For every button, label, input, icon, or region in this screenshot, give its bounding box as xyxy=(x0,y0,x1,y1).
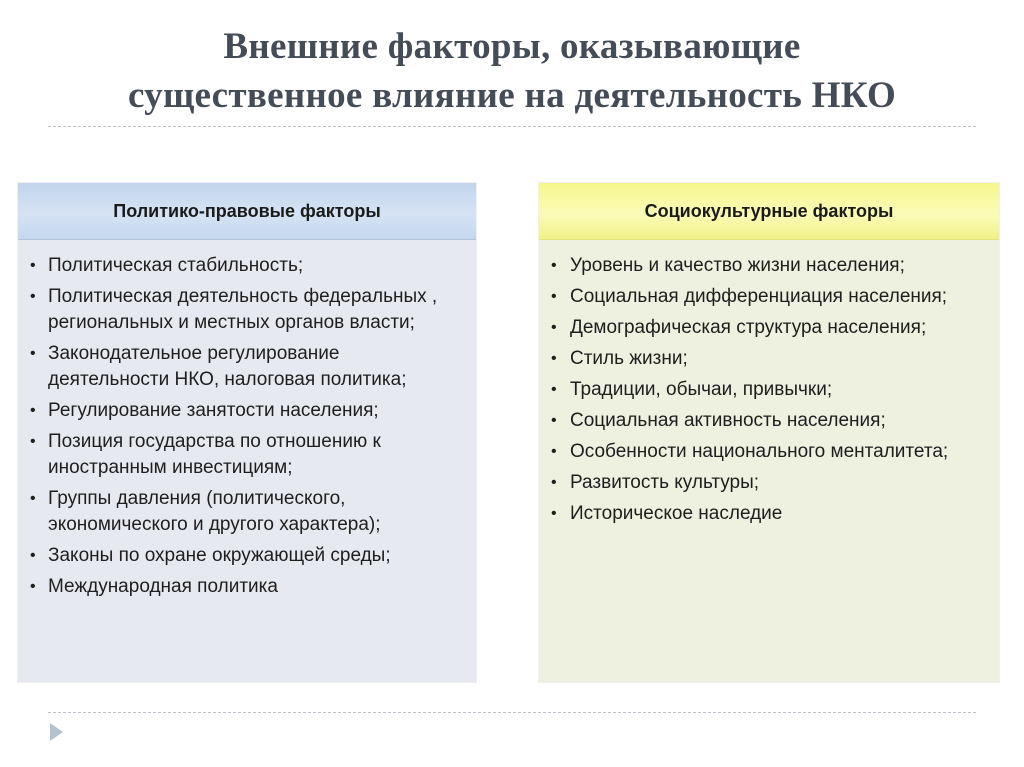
bullet-icon: • xyxy=(551,319,557,336)
bullet-icon: • xyxy=(551,474,557,491)
bullet-icon: • xyxy=(30,433,36,450)
bullet-icon: • xyxy=(30,490,36,507)
list-item-text: Социальная активность населения; xyxy=(570,410,886,431)
slide-title xyxy=(40,22,984,120)
list-item xyxy=(539,501,999,527)
list-item xyxy=(18,341,476,393)
list-item-text: Группы давления (политического, экономического и другого характера); xyxy=(48,488,381,535)
play-triangle-icon xyxy=(50,723,63,741)
list-item xyxy=(18,486,476,538)
list-item xyxy=(539,284,999,310)
list-item xyxy=(18,543,476,569)
list-item xyxy=(539,253,999,279)
list-item xyxy=(539,439,999,465)
list-item xyxy=(539,470,999,496)
list-item xyxy=(18,574,476,600)
political-legal-factors-header: Политико-правовые факторы xyxy=(18,183,476,240)
list-item xyxy=(539,346,999,372)
list-item-text: Уровень и качество жизни населения; xyxy=(570,255,905,276)
bullet-icon: • xyxy=(551,257,557,274)
bullet-icon: • xyxy=(30,402,36,419)
slide-title-line-1: Внешние факторы, оказывающие xyxy=(223,26,801,67)
bullet-icon: • xyxy=(30,547,36,564)
list-item-text: Традиции, обычаи, привычки; xyxy=(570,379,833,400)
list-item-text: Политическая стабильность; xyxy=(48,255,304,276)
political-legal-factors-panel xyxy=(18,183,476,682)
list-item-text: Регулирование занятости населения; xyxy=(48,400,379,421)
list-item-text: Стиль жизни; xyxy=(570,348,688,369)
list-item-text: Политическая деятельность федеральных , региональных и местных органов власти; xyxy=(48,286,438,333)
bullet-icon: • xyxy=(551,288,557,305)
list-item-text: Особенности национального менталитета; xyxy=(570,441,949,462)
list-item-text: Развитость культуры; xyxy=(570,472,760,493)
sociocultural-factors-panel xyxy=(539,183,999,682)
bullet-icon: • xyxy=(30,288,36,305)
list-item xyxy=(18,398,476,424)
bullet-icon: • xyxy=(551,381,557,398)
list-item-text: Позиция государства по отношению к иностранным инвестициям; xyxy=(48,431,381,478)
sociocultural-factors-list xyxy=(539,240,999,527)
title-divider xyxy=(48,126,976,127)
footer-divider xyxy=(48,712,976,713)
sociocultural-factors-header: Социокультурные факторы xyxy=(539,183,999,240)
list-item-text: Социальная дифференциация населения; xyxy=(570,286,948,307)
bullet-icon: • xyxy=(30,345,36,362)
list-item xyxy=(18,284,476,336)
list-item-text: Законы по охране окружающей среды; xyxy=(48,545,391,566)
bullet-icon: • xyxy=(551,412,557,429)
bullet-icon: • xyxy=(551,350,557,367)
list-item xyxy=(18,253,476,279)
bullet-icon: • xyxy=(30,578,36,595)
list-item-text: Историческое наследие xyxy=(570,503,783,524)
list-item xyxy=(539,377,999,403)
list-item-text: Международная политика xyxy=(48,576,278,597)
list-item xyxy=(18,429,476,481)
list-item-text: Законодательное регулирование деятельности НКО, налоговая политика; xyxy=(48,343,407,390)
list-item-text: Демографическая структура населения; xyxy=(570,317,927,338)
political-legal-factors-list xyxy=(18,240,476,600)
list-item xyxy=(539,408,999,434)
bullet-icon: • xyxy=(30,257,36,274)
list-item xyxy=(539,315,999,341)
slide-title-line-2: существенное влияние на деятельность НКО xyxy=(127,75,897,116)
bullet-icon: • xyxy=(551,443,557,460)
bullet-icon: • xyxy=(551,505,557,522)
